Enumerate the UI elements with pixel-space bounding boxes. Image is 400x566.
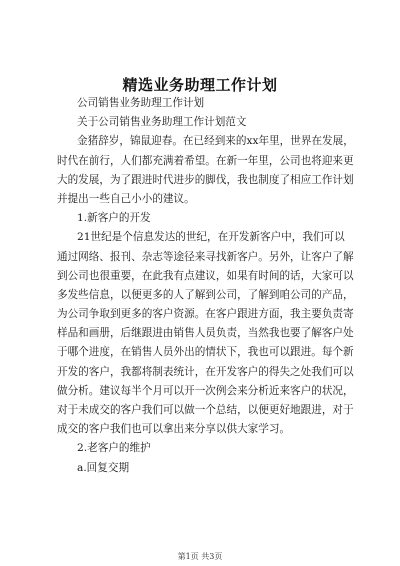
paragraph-line: 时代在前行，人们都充满着希望。在新一年里，公司也将迎来更 bbox=[57, 154, 354, 167]
subtitle-line: 公司销售业务助理工作计划 bbox=[77, 97, 205, 109]
paragraph-line: 到公司也很重要，在此我有点建议，如果有时间的话，大家可以 bbox=[57, 269, 354, 282]
section-heading: 1.新客户的开发 bbox=[77, 212, 151, 225]
paragraph-line: 样品和画册，后继跟进由销售人员负责，当然我也要了解客户处 bbox=[57, 327, 354, 340]
section-heading: 2.老客户的维护 bbox=[77, 442, 151, 455]
paragraph-line: 大的发展，为了跟进时代进步的脚伐，我也制度了相应工作计划 bbox=[57, 173, 354, 186]
paragraph-line: 做分析。建议每半个月可以开一次例会来分析近来客户的状况， bbox=[57, 384, 354, 397]
paragraph-line: 金猪辞岁，锦鼠迎春。在已经到来的xx年里，世界在发展， bbox=[77, 135, 354, 148]
subtitle-line: 关于公司销售业务助理工作计划范文 bbox=[77, 116, 247, 129]
document-body bbox=[57, 94, 354, 478]
paragraph-line: 开发的客户，我都将制表统计，在开发客户的得失之处我们可以 bbox=[57, 365, 354, 378]
document-title: 精选业务助理工作计划 bbox=[122, 76, 278, 94]
sub-item: a.回复交期 bbox=[77, 461, 130, 474]
paragraph-line: 成交的客户我们也可以拿出来分享以供大家学习。 bbox=[57, 423, 291, 436]
paragraph-line: 于哪个进度，在销售人员外出的情状下，我也可以跟进。每个新 bbox=[57, 346, 354, 359]
paragraph-line: 多发些信息，以便更多的人了解到公司，了解到咱公司的产品， bbox=[57, 288, 354, 301]
paragraph-line: 通过网络、报刊、杂志等途径来寻找新客户。另外，让客户了解 bbox=[57, 250, 354, 263]
page-number: 第1页 共3页 bbox=[177, 552, 223, 561]
paragraph-line: 21世纪是个信息发达的世纪，在开发新客户中，我们可以 bbox=[77, 231, 345, 244]
paragraph-line: 并提出一些自己小小的建议。 bbox=[57, 192, 195, 205]
paragraph-line: 为公司争取到更多的客户资源。在客户跟进方面，我主要负责寄 bbox=[57, 308, 354, 321]
paragraph-line: 对于未成交的客户我们可以做一个总结，以便更好地跟进，对于 bbox=[57, 404, 354, 416]
